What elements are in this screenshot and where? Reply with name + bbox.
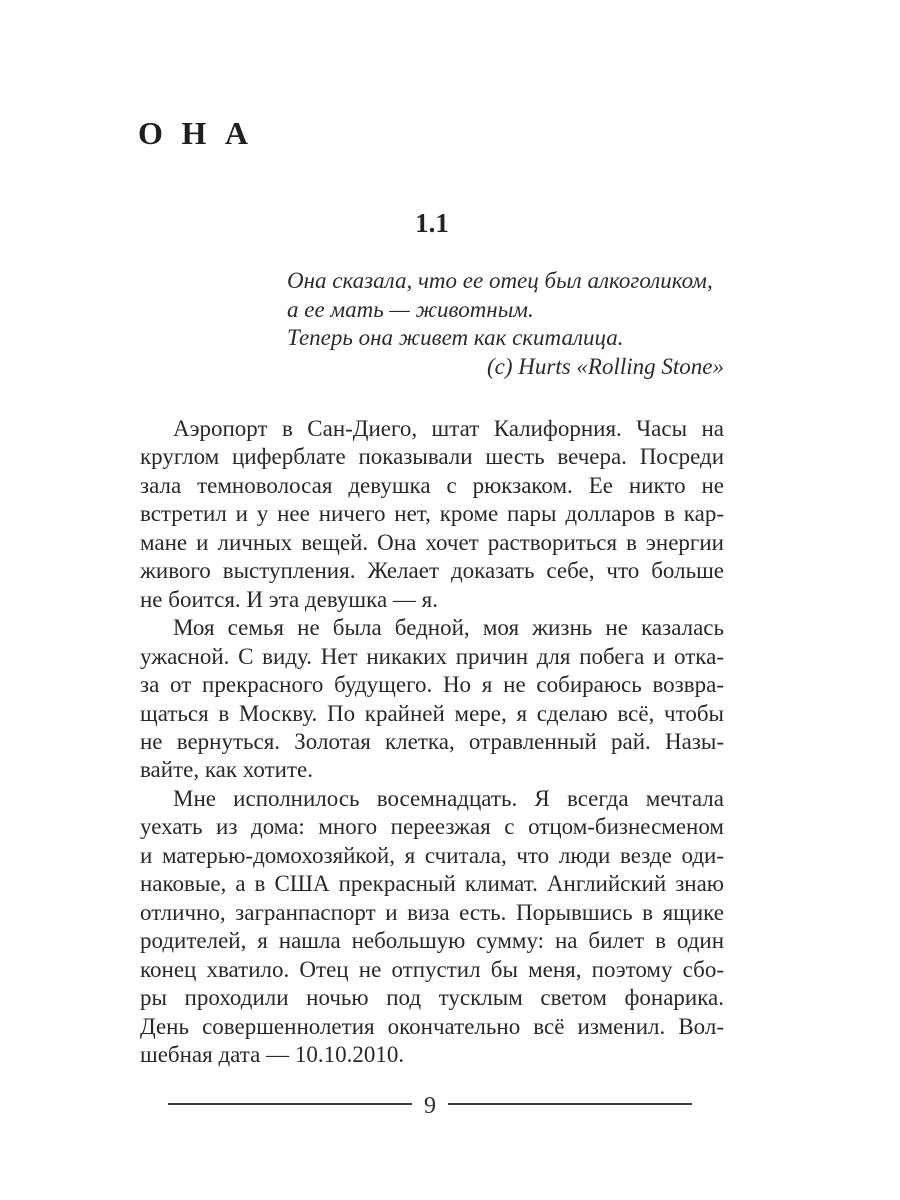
body-line: круглом циферблате показывали шесть вечера. Посреди <box>140 444 724 470</box>
body-line: День совершеннолетия окончательно всё изменил. Вол- <box>140 1013 724 1039</box>
body-line: уехать из дома: много переезжая с отцом-бизнесменом <box>140 814 724 840</box>
chapter-title: ОНА <box>138 115 267 151</box>
body-line: за от прекрасного будущего. Но я не собираюсь возвра- <box>140 672 724 698</box>
epigraph-lines <box>287 267 724 353</box>
body-paragraph <box>140 785 724 1070</box>
body-line: живого выступления. Желает доказать себе, что больше <box>140 558 724 584</box>
body-text <box>140 415 724 1069</box>
body-paragraph <box>140 614 724 785</box>
section-number: 1.1 <box>415 208 449 238</box>
body-line: наковые, а в США прекрасный климат. Английский знаю <box>140 871 724 897</box>
body-line: не вернуться. Золотая клетка, отравленный рай. Назы- <box>140 728 724 754</box>
body-line: ры проходили ночью под тусклым светом фонарика. <box>140 985 724 1011</box>
epigraph-line: Теперь она живет как скиталица. <box>287 325 624 350</box>
page-footer <box>168 1090 692 1118</box>
epigraph <box>287 267 724 381</box>
body-line: конец хватило. Отец не отпустил бы меня, поэтому сбо- <box>140 956 724 982</box>
body-line: Мне исполнилось восемнадцать. Я всегда мечтала <box>173 785 724 811</box>
body-line: мане и личных вещей. Она хочет раствориться в энергии <box>140 529 724 555</box>
body-line: щаться в Москву. По крайней мере, я сделаю всё, чтобы <box>140 700 724 726</box>
epigraph-line: а ее мать — животным. <box>287 296 534 322</box>
epigraph-attribution: (c) Hurts «Rolling Stone» <box>487 353 724 379</box>
body-line: родителей, я нашла небольшую сумму: на билет в один <box>140 928 724 954</box>
body-line: и матерью-домохозяйкой, я считала, что люди везде оди- <box>140 842 724 868</box>
page-number: 9 <box>424 1093 436 1119</box>
body-line: зала темноволосая девушка с рюкзаком. Ее никто не <box>140 472 724 498</box>
footer-rule-left <box>168 1103 412 1105</box>
body-line: не боится. И эта девушка — я. <box>140 586 438 612</box>
epigraph-line: Она сказала, что ее отец был алкоголиком, <box>287 268 713 293</box>
body-line: встретил и у нее ничего нет, кроме пары долларов в кар- <box>140 501 724 527</box>
body-line: отлично, загранпаспорт и виза есть. Порывшись в ящике <box>140 899 724 925</box>
footer-rule-right <box>448 1103 692 1105</box>
body-line: шебная дата — 10.10.2010. <box>140 1041 405 1067</box>
body-line: Моя семья не была бедной, моя жизнь не казалась <box>173 615 724 641</box>
body-paragraph <box>140 415 724 614</box>
body-line: Аэропорт в Сан-Диего, штат Калифорния. Часы на <box>173 416 724 441</box>
body-line: вайте, как хотите. <box>140 757 313 783</box>
body-line: ужасной. С виду. Нет никаких причин для побега и отка- <box>140 643 724 669</box>
